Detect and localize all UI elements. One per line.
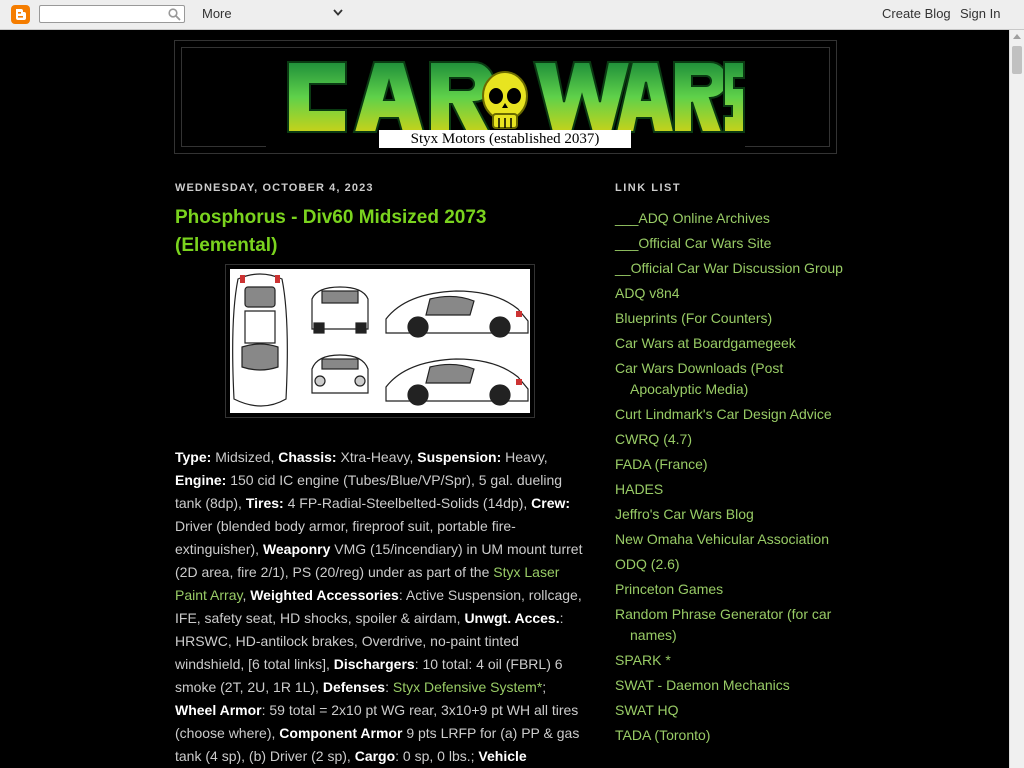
scroll-up-arrow-icon[interactable]: [1013, 34, 1021, 39]
spec-text: VMG (15/incendiary) in UM mount turret (2D area, fire 2/1), PS (20/reg) under as part of the: [175, 541, 583, 580]
spec-label: Defenses: [322, 679, 386, 695]
sidebar-link[interactable]: ADQ v8n4: [615, 285, 680, 301]
post-date: WEDNESDAY, OCTOBER 4, 2023: [175, 182, 374, 194]
create-blog-link[interactable]: Create Blog: [882, 6, 951, 21]
sidebar-link[interactable]: Curt Lindmark's Car Design Advice: [615, 406, 832, 422]
spec-text: 4 FP-Radial-Steelbelted-Solids (14dp),: [283, 495, 532, 511]
blogger-logo-icon[interactable]: [11, 5, 30, 24]
sidebar-link[interactable]: Car Wars at Boardgamegeek: [615, 335, 796, 351]
spec-label: Suspension:: [417, 449, 502, 465]
banner-tagline: Styx Motors (established 2037): [379, 130, 631, 148]
sidebar-link[interactable]: ___ADQ Online Archives: [615, 210, 770, 226]
scroll-thumb[interactable]: [1012, 46, 1022, 74]
spec-text: ;: [542, 679, 547, 695]
spec-label: Type:: [175, 449, 212, 465]
spec-label: Unwgt. Acces.: [464, 610, 560, 626]
car-blueprint-drawing: [230, 269, 530, 413]
sidebar-link[interactable]: SWAT - Daemon Mechanics: [615, 677, 790, 693]
car-blueprint-image[interactable]: [230, 269, 530, 413]
post-link[interactable]: Styx Laser Paint Array: [175, 564, 560, 603]
more-label: More: [202, 6, 232, 21]
spec-text: Heavy,: [501, 449, 548, 465]
sidebar-link[interactable]: ___Official Car Wars Site: [615, 235, 772, 251]
spec-text: Xtra-Heavy,: [336, 449, 418, 465]
spec-text: : 0 sp, 0 lbs.;: [395, 748, 479, 764]
sidebar-link[interactable]: SWAT HQ: [615, 702, 679, 718]
spec-label: Weaponry: [262, 541, 331, 557]
spec-label: Tires:: [245, 495, 284, 511]
spec-text: :: [385, 679, 393, 695]
spec-label: Weighted Accessories: [250, 587, 399, 603]
post-body: [175, 446, 587, 768]
spec-label: Engine:: [175, 472, 227, 488]
sidebar-link[interactable]: __Official Car War Discussion Group: [615, 260, 843, 276]
spec-text: Midsized,: [211, 449, 279, 465]
blog-search-field[interactable]: [39, 5, 185, 23]
sidebar-link[interactable]: CWRQ (4.7): [615, 431, 692, 447]
vertical-scrollbar[interactable]: [1009, 30, 1024, 768]
chevron-down-icon: [332, 6, 344, 20]
sidebar-link[interactable]: HADES: [615, 481, 664, 497]
post-link[interactable]: Styx Defensive System*: [392, 679, 543, 695]
sidebar-link[interactable]: Random Phrase Generator (for car names): [615, 606, 832, 643]
post-title[interactable]: Phosphorus - Div60 Midsized 2073 (Elemental): [175, 207, 487, 256]
sidebar-link[interactable]: Jeffro's Car Wars Blog: [615, 506, 754, 522]
car-wars-banner[interactable]: [266, 48, 745, 148]
post-image-frame: [225, 264, 535, 418]
spec-text: 9 pts LRFP for (a) PP & gas tank (4 sp), (b) Driver (2 sp),: [175, 725, 580, 764]
spec-text: 150 cid IC engine (Tubes/Blue/VP/Spr), 5 gal. dueling tank (8dp),: [175, 472, 563, 511]
spec-text: : 59 total = 2x10 pt WG rear, 3x10+9 pt WH all tires (choose where),: [175, 702, 579, 741]
spec-text: : HRSWC, HD-antilock brakes, Overdrive, no-paint tinted windshield, [6 total links],: [175, 610, 564, 672]
header-frame: [181, 47, 830, 147]
sidebar-link[interactable]: Blueprints (For Counters): [615, 310, 773, 326]
spec-text: Driver (blended body armor, fireproof suit, portable fire-extinguisher),: [175, 518, 516, 557]
spec-text: : Active Suspension, rollcage, IFE, safety seat, HD shocks, spoiler & airdam,: [175, 587, 582, 626]
sidebar-link[interactable]: FADA (France): [615, 456, 708, 472]
sidebar-link[interactable]: New Omaha Vehicular Association: [615, 531, 829, 547]
spec-text: ,: [242, 587, 251, 603]
spec-label: Wheel Armor: [175, 702, 262, 718]
spec-label: Dischargers: [333, 656, 415, 672]
sign-in-link[interactable]: Sign In: [960, 6, 1001, 21]
spec-label: Vehicle: [478, 748, 527, 764]
spec-label: Cargo: [354, 748, 396, 764]
spec-label: Component Armor: [279, 725, 403, 741]
sidebar-link-list: [615, 182, 845, 750]
more-dropdown[interactable]: [202, 6, 344, 24]
search-input[interactable]: [42, 8, 162, 22]
search-icon[interactable]: [168, 8, 181, 21]
blog-header: [174, 40, 837, 154]
sidebar-link[interactable]: Car Wars Downloads (Post Apocalyptic Media): [615, 360, 784, 397]
blogger-navbar: [0, 0, 1024, 30]
spec-label: Crew:: [531, 495, 571, 511]
sidebar-link[interactable]: SPARK *: [615, 652, 671, 668]
sidebar-link[interactable]: ODQ (2.6): [615, 556, 680, 572]
spec-text: : 10 total: 4 oil (FBRL) 6 smoke (2T, 2U, 1R 1L),: [175, 656, 563, 695]
link-list: [615, 208, 845, 746]
sidebar-title: LINK LIST: [615, 182, 682, 194]
spec-label: Chassis:: [278, 449, 337, 465]
sidebar-link[interactable]: Princeton Games: [615, 581, 724, 597]
sidebar-link[interactable]: TADA (Toronto): [615, 727, 711, 743]
